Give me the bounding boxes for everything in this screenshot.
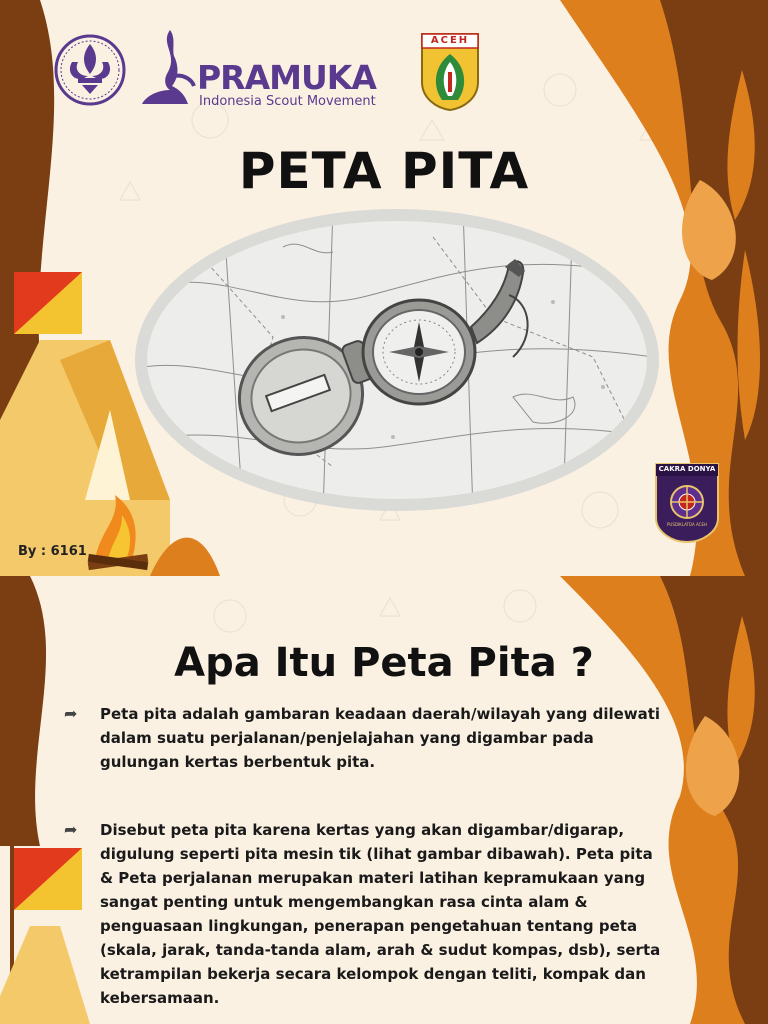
bullet-definition [64, 702, 664, 774]
bullet-text: Disebut peta pita karena kertas yang akan digambar/digarap, digulung seperti pita mesin tik (lihat gambar dibawah). Peta pita & Peta perjalanan merupakan materi latihan kepramukaan yang sangat penting untuk mengembangkan rasa cinta alam & penguasaan lingkungan, penerapan pengetahuan tentang peta (skala, jarak, tanda-tanda alam, arah & sudut kompas, dsb), serta ketrampilan bekerja secara kelompok dengan teliti, kompak dan kebersamaan. [100, 821, 661, 1007]
arrow-bullet-icon: ➦ [64, 704, 78, 723]
arrow-bullet-icon: ➦ [64, 820, 78, 839]
aceh-label: ACEH [430, 35, 470, 46]
bullet-text: Peta pita adalah gambaran keadaan daerah/wilayah yang dilewati dalam suatu perjalanan/penjelajahan yang digambar pada gulungan kertas berbentuk pita. [100, 705, 661, 771]
author-byline: By : 6161 [18, 544, 87, 559]
left-brown-curve [0, 576, 46, 846]
pramuka-tagline: Indonesia Scout Movement [199, 94, 376, 109]
pramuka-wordmark: PRAMUKA [197, 58, 376, 97]
wosm-logo [52, 32, 128, 108]
cakra-donya-badge [654, 462, 720, 544]
cakra-donya-sublabel: PUSDIKLATDA ACEH [667, 522, 707, 527]
cakra-donya-label: CAKRA DONYA [658, 465, 716, 473]
slide-definition [0, 576, 768, 1024]
pramuka-tunas-icon [138, 26, 198, 110]
map-compass-image [133, 207, 661, 513]
slide1-title: PETA PITA [238, 142, 530, 200]
slide2-title: Apa Itu Peta Pita ? [174, 640, 594, 686]
bullet-explanation [64, 818, 664, 1010]
